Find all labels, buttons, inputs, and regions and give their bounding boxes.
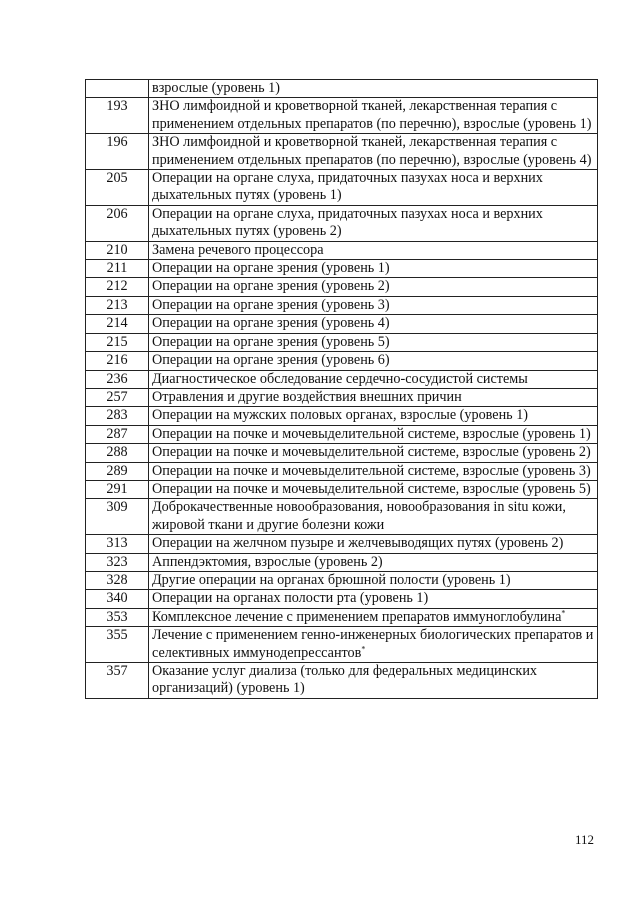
- table-row: [86, 333, 598, 351]
- row-text: Операции на органе зрения (уровень 2): [152, 278, 390, 295]
- row-code: [86, 80, 149, 98]
- row-code: 193: [86, 98, 149, 134]
- row-code: 288: [86, 444, 149, 462]
- row-code: 257: [86, 388, 149, 406]
- row-text: Операции на органе зрения (уровень 1): [152, 260, 390, 277]
- row-description: [149, 241, 598, 259]
- row-code: 216: [86, 352, 149, 370]
- table-row: [86, 388, 598, 406]
- table-row: [86, 590, 598, 608]
- row-code: 210: [86, 241, 149, 259]
- row-description: [149, 590, 598, 608]
- row-text: Операции на органе зрения (уровень 4): [152, 315, 390, 332]
- row-text: Замена речевого процессора: [152, 241, 324, 258]
- table-row: [86, 98, 598, 134]
- row-description: [149, 315, 598, 333]
- row-description: [149, 571, 598, 589]
- row-description: [149, 352, 598, 370]
- table-row: [86, 627, 598, 663]
- row-description: [149, 499, 598, 535]
- table-row: [86, 370, 598, 388]
- footnote-mark: *: [361, 643, 366, 653]
- table-row: [86, 205, 598, 241]
- row-description: [149, 480, 598, 498]
- row-text: Оказание услуг диализа (только для федеральных медицинских организаций) (уровень 1): [152, 663, 538, 697]
- table-row: [86, 352, 598, 370]
- row-text: взрослые (уровень 1): [152, 80, 280, 96]
- row-text: Операции на органе зрения (уровень 3): [152, 296, 390, 313]
- row-code: 214: [86, 315, 149, 333]
- row-description: [149, 553, 598, 571]
- table-row: [86, 315, 598, 333]
- row-text: ЗНО лимфоидной и кроветворной тканей, лекарственная терапия с применением отдельных препаратов (по перечню), взрослые (уровень 1): [152, 98, 592, 132]
- row-description: [149, 260, 598, 278]
- row-code: 215: [86, 333, 149, 351]
- row-code: 328: [86, 571, 149, 589]
- row-code: 211: [86, 260, 149, 278]
- row-description: [149, 278, 598, 296]
- row-description: [149, 407, 598, 425]
- row-description: [149, 444, 598, 462]
- table-row: [86, 444, 598, 462]
- row-code: 206: [86, 205, 149, 241]
- row-text: Операции на мужских половых органах, взрослые (уровень 1): [152, 407, 529, 424]
- row-description: [149, 370, 598, 388]
- row-text: Операции на почке и мочевыделительной системе, взрослые (уровень 5): [152, 480, 591, 497]
- row-text: Операции на почке и мочевыделительной системе, взрослые (уровень 2): [152, 444, 591, 461]
- row-text: Операции на органе зрения (уровень 6): [152, 352, 390, 369]
- row-text: Операции на органе слуха, придаточных пазухах носа и верхних дыхательных путях (уровень 2): [152, 205, 543, 240]
- row-description: [149, 535, 598, 553]
- row-code: 340: [86, 590, 149, 608]
- table-row: [86, 480, 598, 498]
- row-description: [149, 134, 598, 170]
- row-description: [149, 388, 598, 406]
- row-text: Аппендэктомия, взрослые (уровень 2): [152, 553, 383, 570]
- row-description: [149, 170, 598, 206]
- table-row: [86, 553, 598, 571]
- table-row: [86, 170, 598, 206]
- row-text: Операции на почке и мочевыделительной системе, взрослые (уровень 1): [152, 425, 591, 442]
- row-code: 309: [86, 499, 149, 535]
- procedures-table-body: [86, 80, 598, 699]
- row-description: [149, 663, 598, 699]
- row-text: Отравления и другие воздействия внешних причин: [152, 388, 462, 405]
- procedures-table: [85, 79, 598, 699]
- table-row: [86, 425, 598, 443]
- row-description: [149, 462, 598, 480]
- row-code: 313: [86, 535, 149, 553]
- table-row: [86, 241, 598, 259]
- row-description: [149, 627, 598, 663]
- footnote-mark: *: [561, 608, 566, 618]
- row-description: [149, 98, 598, 134]
- row-description: [149, 425, 598, 443]
- row-code: 291: [86, 480, 149, 498]
- row-code: 205: [86, 170, 149, 206]
- row-code: 287: [86, 425, 149, 443]
- row-text: Другие операции на органах брюшной полости (уровень 1): [152, 571, 511, 588]
- row-text: Операции на органах полости рта (уровень 1): [152, 590, 429, 607]
- row-description: [149, 296, 598, 314]
- row-code: 289: [86, 462, 149, 480]
- row-text: Операции на почке и мочевыделительной системе, взрослые (уровень 3): [152, 462, 591, 479]
- table-row: [86, 260, 598, 278]
- row-description: [149, 80, 598, 98]
- table-row: [86, 134, 598, 170]
- row-text: Операции на органе зрения (уровень 5): [152, 333, 390, 350]
- table-row: [86, 407, 598, 425]
- row-description: [149, 205, 598, 241]
- row-code: 355: [86, 627, 149, 663]
- row-text: Диагностическое обследование сердечно-сосудистой системы: [152, 370, 528, 387]
- row-code: 283: [86, 407, 149, 425]
- table-row: [86, 462, 598, 480]
- row-text: Комплексное лечение с применением препаратов иммуноглобулина: [152, 608, 562, 625]
- table-row: [86, 296, 598, 314]
- row-text: Операции на желчном пузыре и желчевыводящих путях (уровень 2): [152, 535, 564, 552]
- row-text: Операции на органе слуха, придаточных пазухах носа и верхних дыхательных путях (уровень 1): [152, 170, 543, 204]
- table-row: [86, 571, 598, 589]
- table-row: [86, 499, 598, 535]
- row-code: 323: [86, 553, 149, 571]
- row-code: 213: [86, 296, 149, 314]
- table-row: [86, 535, 598, 553]
- row-description: [149, 608, 598, 626]
- row-code: 236: [86, 370, 149, 388]
- table-row: [86, 608, 598, 626]
- row-text: Доброкачественные новообразования, новообразования in situ кожи, жировой ткани и другие болезни кожи: [152, 499, 566, 533]
- row-code: 196: [86, 134, 149, 170]
- row-code: 212: [86, 278, 149, 296]
- table-row: [86, 278, 598, 296]
- row-code: 357: [86, 663, 149, 699]
- row-code: 353: [86, 608, 149, 626]
- row-text: Лечение с применением генно-инженерных биологических препаратов и селективных иммунодепрессантов: [152, 627, 594, 661]
- table-row: [86, 80, 598, 98]
- table-row: [86, 663, 598, 699]
- row-description: [149, 333, 598, 351]
- page-number: 112: [575, 832, 595, 847]
- row-text: ЗНО лимфоидной и кроветворной тканей, лекарственная терапия с применением отдельных препаратов (по перечню), взрослые (уровень 4): [152, 134, 592, 168]
